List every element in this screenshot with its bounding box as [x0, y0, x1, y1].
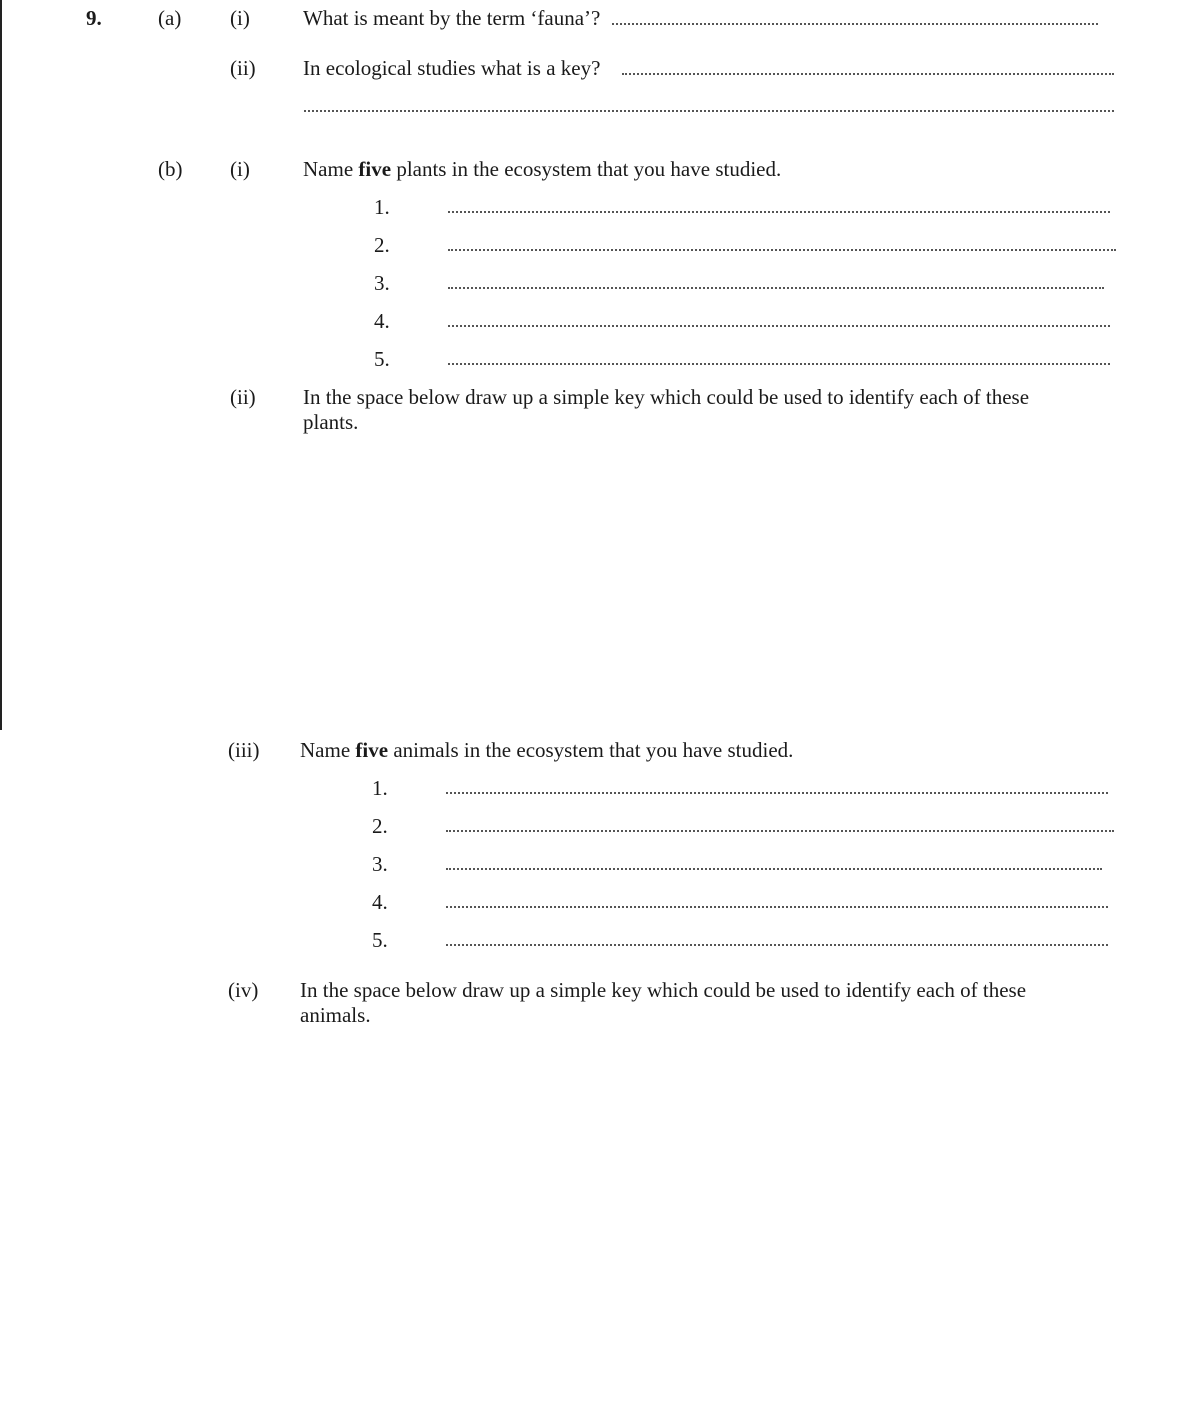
answer-line-key-2[interactable] [304, 110, 1114, 112]
part-a-i-question: What is meant by the term ‘fauna’? [303, 6, 601, 30]
plant-item-number: 2. [374, 233, 390, 257]
plant-item-number: 5. [374, 347, 390, 371]
part-a-i-label: (i) [230, 6, 250, 30]
question-number: 9. [86, 6, 102, 30]
answer-line-animal-5[interactable] [446, 944, 1108, 946]
plant-item-number: 4. [374, 309, 390, 333]
answer-line-animal-3[interactable] [446, 868, 1102, 870]
page-margin-line [0, 0, 2, 730]
plant-item-number: 1. [374, 195, 390, 219]
part-b-iii-label: (iii) [228, 738, 260, 762]
part-b-ii-label: (ii) [230, 385, 256, 409]
animal-item-number: 5. [372, 928, 388, 952]
answer-line-plant-4[interactable] [448, 325, 1110, 327]
part-b-ii-question: In the space below draw up a simple key which could be used to identify each of these plants. [303, 385, 1030, 434]
part-b-label: (b) [158, 157, 183, 181]
animal-item-number: 2. [372, 814, 388, 838]
plant-key-drawing-area[interactable] [303, 440, 1113, 720]
animal-item-number: 3. [372, 852, 388, 876]
answer-line-fauna[interactable] [612, 23, 1098, 25]
part-a-ii-label: (ii) [230, 56, 256, 80]
answer-line-animal-4[interactable] [446, 906, 1108, 908]
animal-key-drawing-area[interactable] [300, 1035, 1110, 1395]
answer-line-animal-1[interactable] [446, 792, 1108, 794]
part-a-ii-question: In ecological studies what is a key? [303, 56, 601, 80]
answer-line-key-1[interactable] [622, 73, 1114, 75]
answer-line-plant-5[interactable] [448, 363, 1110, 365]
answer-line-animal-2[interactable] [446, 830, 1114, 832]
part-b-iv-label: (iv) [228, 978, 259, 1002]
answer-line-plant-3[interactable] [448, 287, 1104, 289]
answer-line-plant-2[interactable] [448, 249, 1116, 251]
animal-item-number: 4. [372, 890, 388, 914]
animal-item-number: 1. [372, 776, 388, 800]
part-b-i-question: Name five plants in the ecosystem that you have studied. [303, 157, 782, 181]
part-a-label: (a) [158, 6, 182, 30]
answer-line-plant-1[interactable] [448, 211, 1110, 213]
part-b-iv-question: In the space below draw up a simple key which could be used to identify each of these animals. [300, 978, 1027, 1027]
part-b-iii-question: Name five animals in the ecosystem that you have studied. [300, 738, 794, 762]
part-b-i-label: (i) [230, 157, 250, 181]
plant-item-number: 3. [374, 271, 390, 295]
